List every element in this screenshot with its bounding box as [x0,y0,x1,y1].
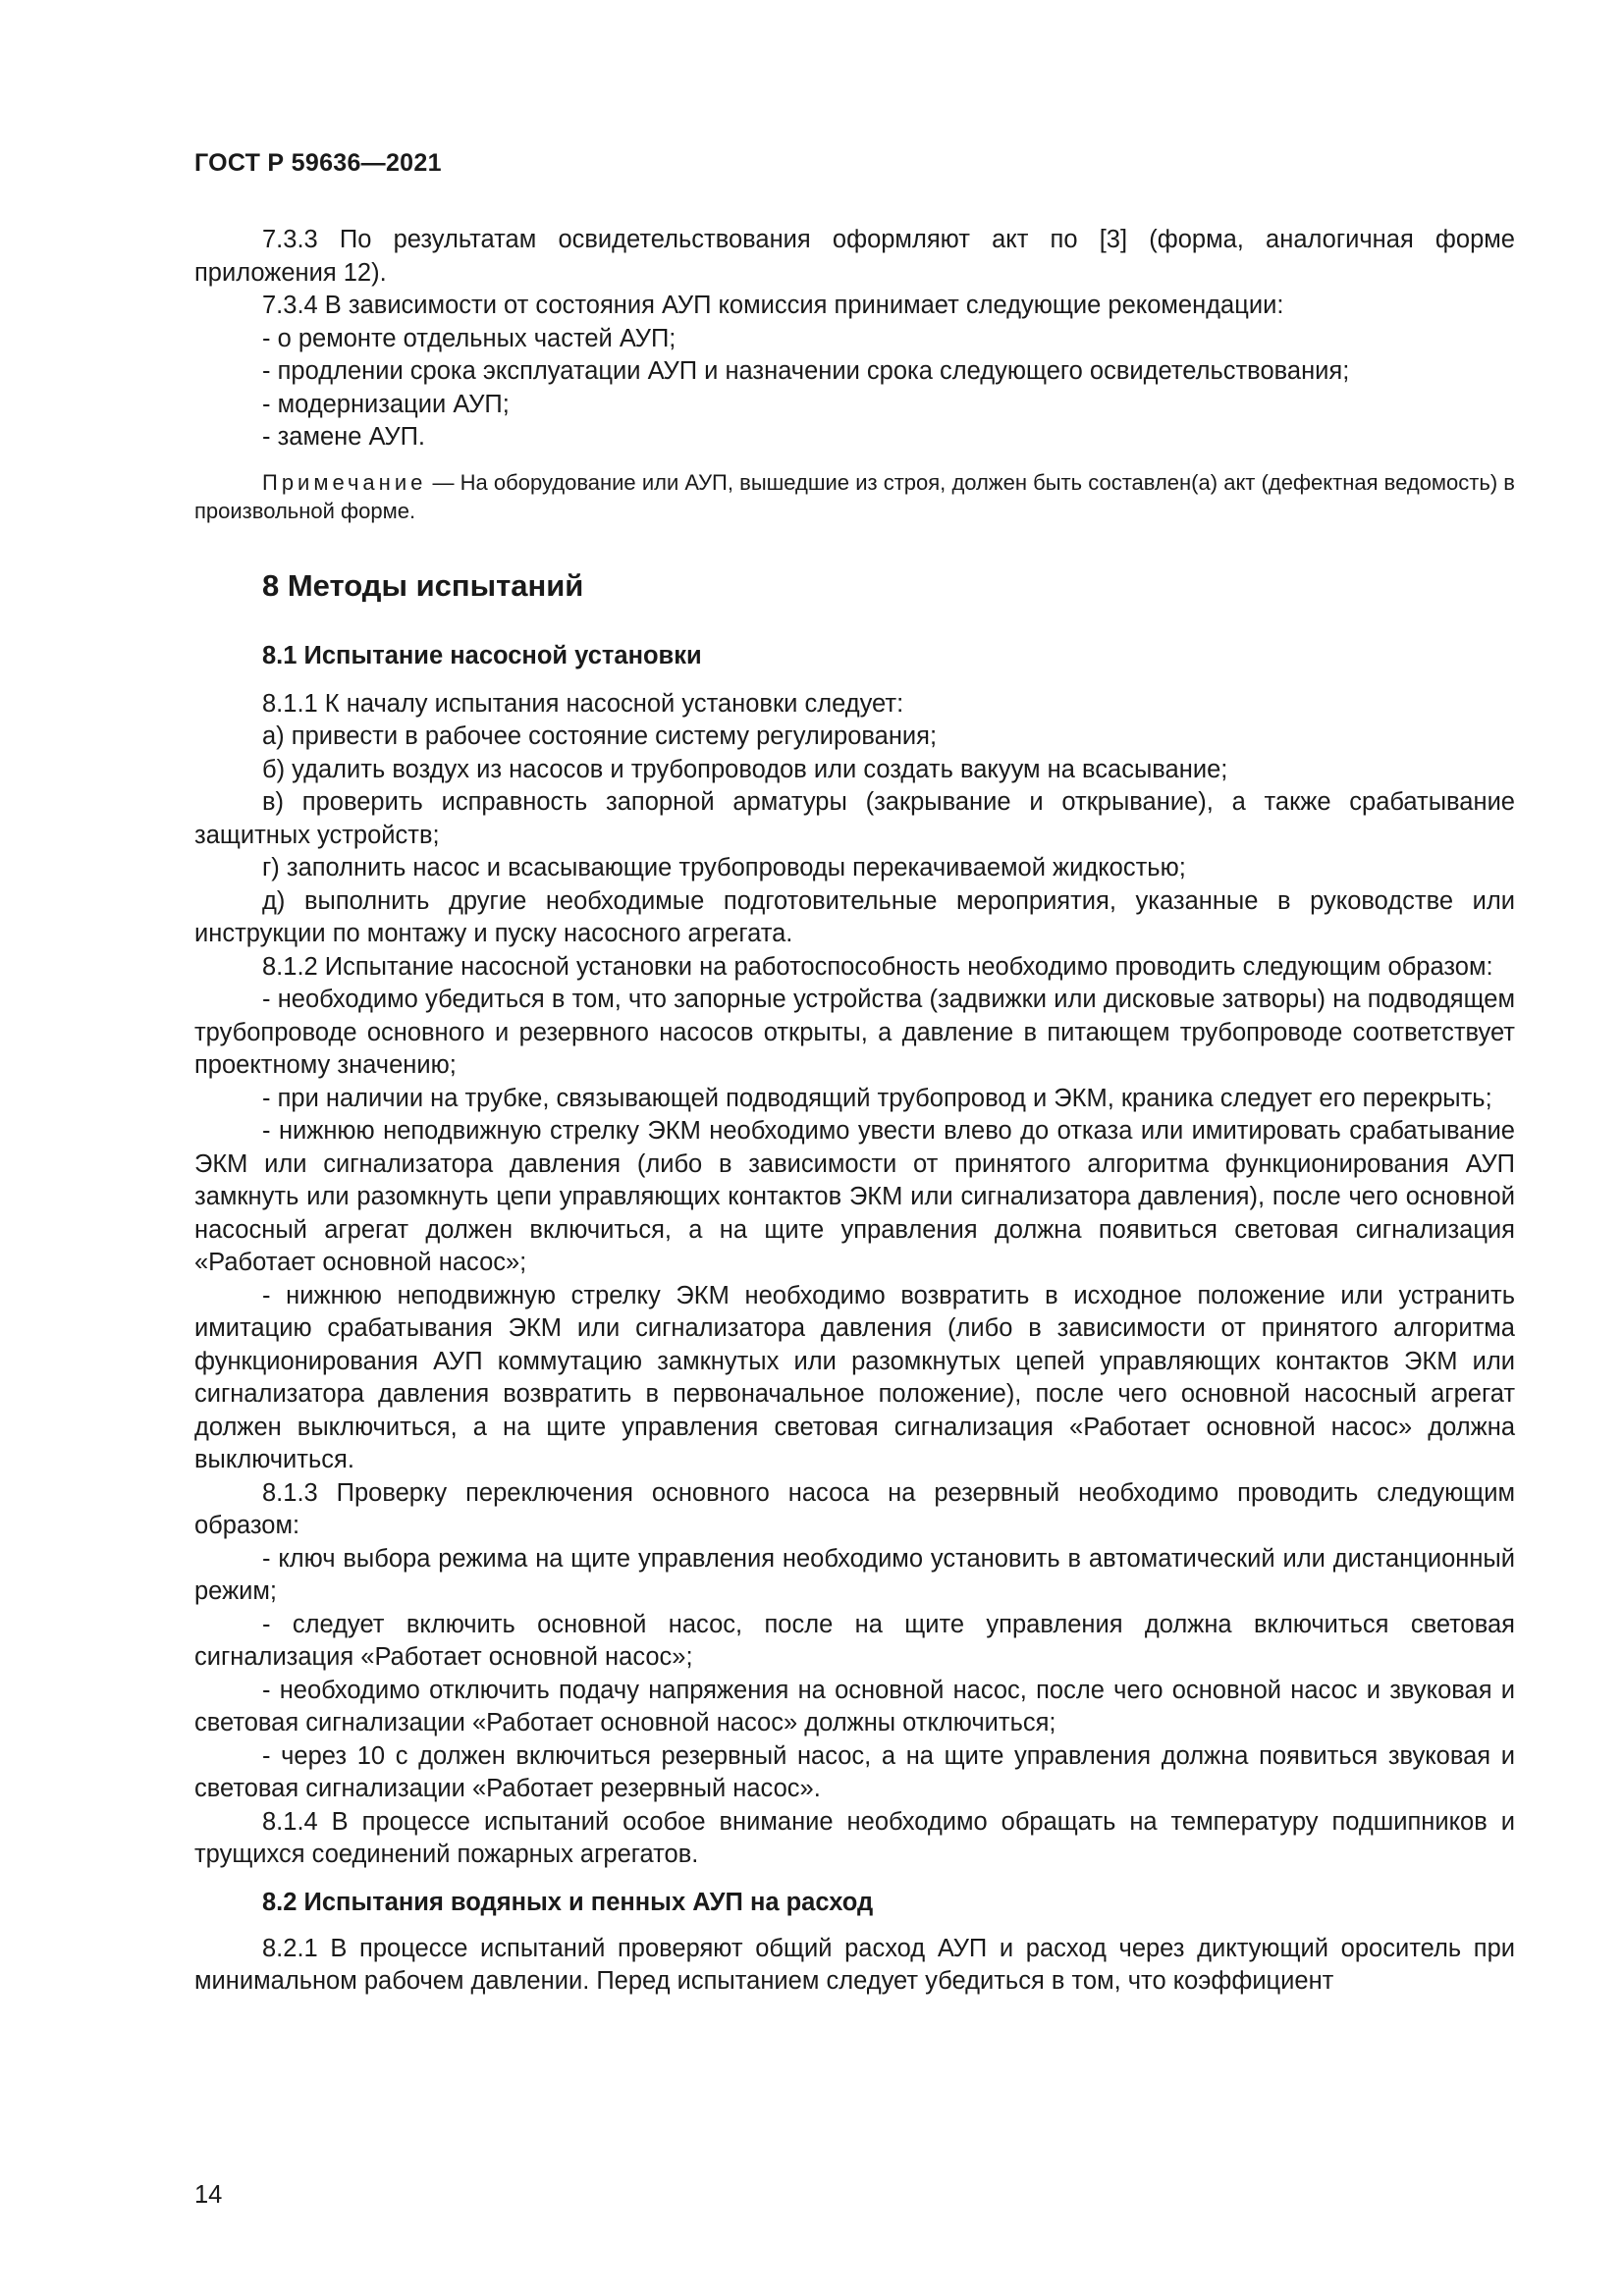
list-item: - ключ выбора режима на щите управления необходимо установить в автоматический или дистанционный режим; [194,1544,1515,1605]
note [194,468,1515,525]
paragraph-8-1-2: 8.1.2 Испытание насосной установки на работоспособность необходимо проводить следующим образом: [262,952,1493,981]
note-text: — На оборудование или АУП, вышедшие из строя, должен быть составлен(а) акт (дефектная ведомость) в произвольной форме. [194,469,1515,523]
list-item: а) привести в рабочее состояние систему регулирования; [262,722,938,750]
list-item: - необходимо убедиться в том, что запорные устройства (задвижки или дисковые затворы) на подводящем трубопроводе основного и резервного насосов открыты, а давление в питающем трубопроводе соответствует проектному значению; [194,986,1515,1079]
list-item: - продлении срока эксплуатации АУП и назначении срока следующего освидетельствования; [262,357,1350,385]
list-item: - о ремонте отдельных частей АУП; [262,324,677,352]
list-item: г) заполнить насос и всасывающие трубопроводы перекачиваемой жидкостью; [262,854,1186,881]
document-page [194,0,1515,2296]
chapter-title: 8 Методы испытаний [262,567,584,603]
list-item: - замене АУП. [262,423,426,451]
paragraph-8-1-1: 8.1.1 К началу испытания насосной установки следует: [262,689,904,718]
list-item: д) выполнить другие необходимые подготовительные мероприятия, указанные в руководстве или инструкции по монтажу и пуску насосного агрегата. [194,886,1515,947]
document-body [194,224,1515,1999]
list-item: в) проверить исправность запорной арматуры (закрывание и открывание), а также срабатывание защитных устройств; [194,788,1515,849]
document-header: ГОСТ Р 59636—2021 [194,149,442,177]
paragraph-7-3-4: 7.3.4 В зависимости от состояния АУП комиссия принимает следующие рекомендации: [262,292,1284,319]
page-number: 14 [194,2181,223,2209]
note-label: Примечание [262,469,427,495]
list-item: - модернизации АУП; [262,390,510,418]
paragraph-7-3-3: 7.3.3 По результатам освидетельствования оформляют акт по [3] (форма, аналогичная форме приложения 12). [194,226,1515,287]
list-item: - необходимо отключить подачу напряжения на основной насос, после чего основной насос и звуковая и световая сигнализации «Работает основной насос» должны отключиться; [194,1676,1515,1736]
section-title-8-1: 8.1 Испытание насосной установки [262,641,702,669]
paragraph-8-2-1: 8.2.1 В процессе испытаний проверяют общий расход АУП и расход через диктующий ороситель при минимальном рабочем давлении. Перед испытанием следует убедиться в том, что коэффициент [194,1934,1515,1995]
list-item: - нижнюю неподвижную стрелку ЭКМ необходимо увести влево до отказа или имитировать срабатывание ЭКМ или сигнализатора давления (либо в зависимости от принятого алгоритма функционирования АУП замкнуть или разомкнуть цепи управляющих контактов ЭКМ или сигнализатора давления), после чего основной насосный агрегат должен включиться, а на щите управления должна появиться световая сигнализация «Работает основной насос»; [194,1117,1515,1276]
list-item: б) удалить воздух из насосов и трубопроводов или создать вакуум на всасывание; [262,755,1228,783]
paragraph-8-1-3: 8.1.3 Проверку переключения основного насоса на резервный необходимо проводить следующим образом: [194,1478,1515,1539]
paragraph-8-1-4: 8.1.4 В процессе испытаний особое внимание необходимо обращать на температуру подшипников и трущихся соединений пожарных агрегатов. [194,1807,1515,1868]
section-title-8-2: 8.2 Испытания водяных и пенных АУП на расход [262,1888,874,1916]
list-item: - через 10 с должен включиться резервный насос, а на щите управления должна появиться звуковая и световая сигнализации «Работает резервный насос». [194,1741,1515,1802]
list-item: - при наличии на трубке, связывающей подводящий трубопровод и ЭКМ, краника следует его перекрыть; [262,1084,1492,1112]
list-item: - следует включить основной насос, после на щите управления должна включиться световая сигнализация «Работает основной насос»; [194,1610,1515,1671]
list-item: - нижнюю неподвижную стрелку ЭКМ необходимо возвратить в исходное положение или устранить имитацию срабатывания ЭКМ или сигнализатора давления (либо в зависимости от принятого алгоритма функционирования АУП коммутацию замкнутых или разомкнутых цепей управляющих контактов ЭКМ или сигнализатора давления возвратить в первоначальное положение), после чего основной насосный агрегат должен выключиться, а на щите управления световая сигнализация «Работает основной насос» должна выключиться. [194,1281,1515,1473]
